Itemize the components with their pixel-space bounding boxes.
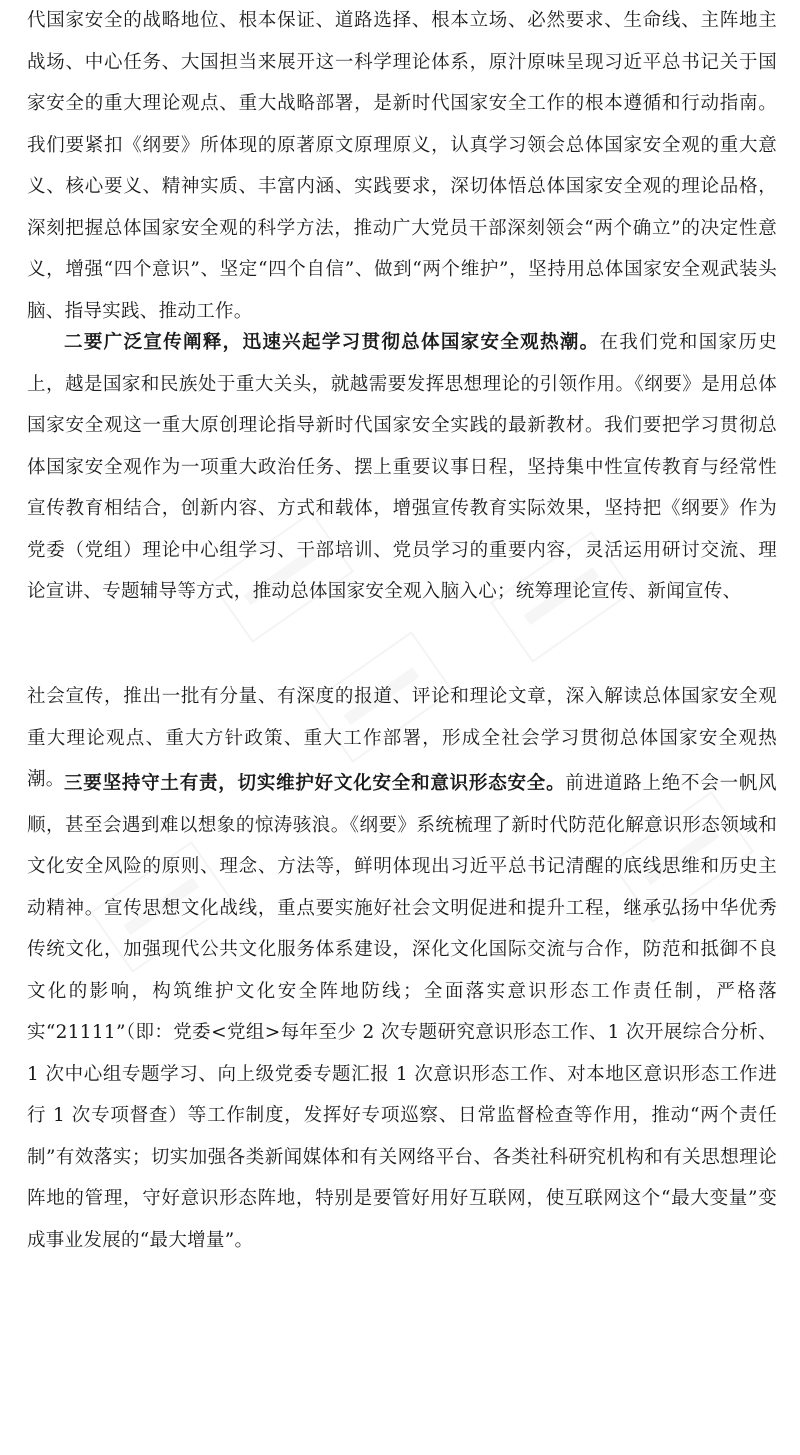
paragraph-three xyxy=(27,763,777,1261)
paragraph-body: 前进道路上绝不会一帆风顺，甚至会遇到难以想象的惊涛骇浪。《纲要》系统梳理了新时代防范化解意识形态领域和文化安全风险的原则、理念、方法等，鲜明体现出习近平总书记清醒的底线思维和历史主动精神。宣传思想文化战线，重点要实施好社会文明促进和提升工程，继承弘扬中华优秀传统文化，加强现代公共文化服务体系建设，深化文化国际交流与合作，防范和抵御不良文化的影响，构筑维护文化安全阵地防线；全面落实意识形态工作责任制，严格落实“21111”（即：党委<党组>每年至少 2 次专题研究意识形态工作、1 次开展综合分析、1 次中心组专题学习、向上级党委专题汇报 1 次意识形态工作、对本地区意识形态工作进行 1 次专项督查）等工作制度，发挥好专项巡察、日常监督检查等作用，推动“两个责任制”有效落实；切实加强各类新闻媒体和有关网络平台、各类社科研究机构和有关思想理论阵地的管理，守好意识形态阵地，特别是要管好用好互联网，使互联网这个“最大变量”变成事业发展的“最大增量”。 xyxy=(27,773,777,1251)
paragraph-body: 在我们党和国家历史上，越是国家和民族处于重大关头，就越需要发挥思想理论的引领作用。《纲要》是用总体国家安全观这一重大原创理论指导新时代国家安全实践的最新教材。我们要把学习贯彻总体国家安全观作为一项重大政治任务、摆上重要议事日程，坚持集中性宣传教育与经常性宣传教育相结合，创新内容、方式和载体，增强宣传教育实际效果，坚持把《纲要》作为党委（党组）理论中心组学习、干部培训、党员学习的重要内容，灵活运用研讨交流、理论宣讲、专题辅导等方式，推动总体国家安全观入脑入心；统筹理论宣传、新闻宣传、 xyxy=(27,332,778,602)
paragraph-continued xyxy=(27,0,777,332)
paragraph-heading: 二要广泛宣传阐释，迅速兴起学习贯彻总体国家安全观热潮。 xyxy=(64,332,600,353)
paragraph-body: 代国家安全的战略地位、根本保证、道路选择、根本立场、必然要求、生命线、主阵地主战场、中心任务、大国担当来展开这一科学理论体系，原汁原味呈现习近平总书记关于国家安全的重大理论观点、重大战略部署，是新时代国家安全工作的根本遵循和行动指南。我们要紧扣《纲要》所体现的原著原文原理原义，认真学习领会总体国家安全观的重大意义、核心要义、精神实质、丰富内涵、实践要求，深切体悟总体国家安全观的理论品格，深刻把握总体国家安全观的科学方法，推动广大党员干部深刻领会“两个确立”的决定性意义，增强“四个意识”、坚定“四个自信”、做到“两个维护”，坚持用总体国家安全观武装头脑、指导实践、推动工作。 xyxy=(27,10,777,322)
paragraph-body: 社会宣传，推出一批有分量、有深度的报道、评论和理论文章，深入解读总体国家安全观重大理论观点、重大方针政策、重大工作部署，形成全社会学习贯彻总体国家安全观热潮。 xyxy=(27,686,777,790)
paragraph-heading: 三要坚持守土有责，切实维护好文化安全和意识形态安全。 xyxy=(64,773,566,794)
paragraph-two xyxy=(27,322,777,613)
